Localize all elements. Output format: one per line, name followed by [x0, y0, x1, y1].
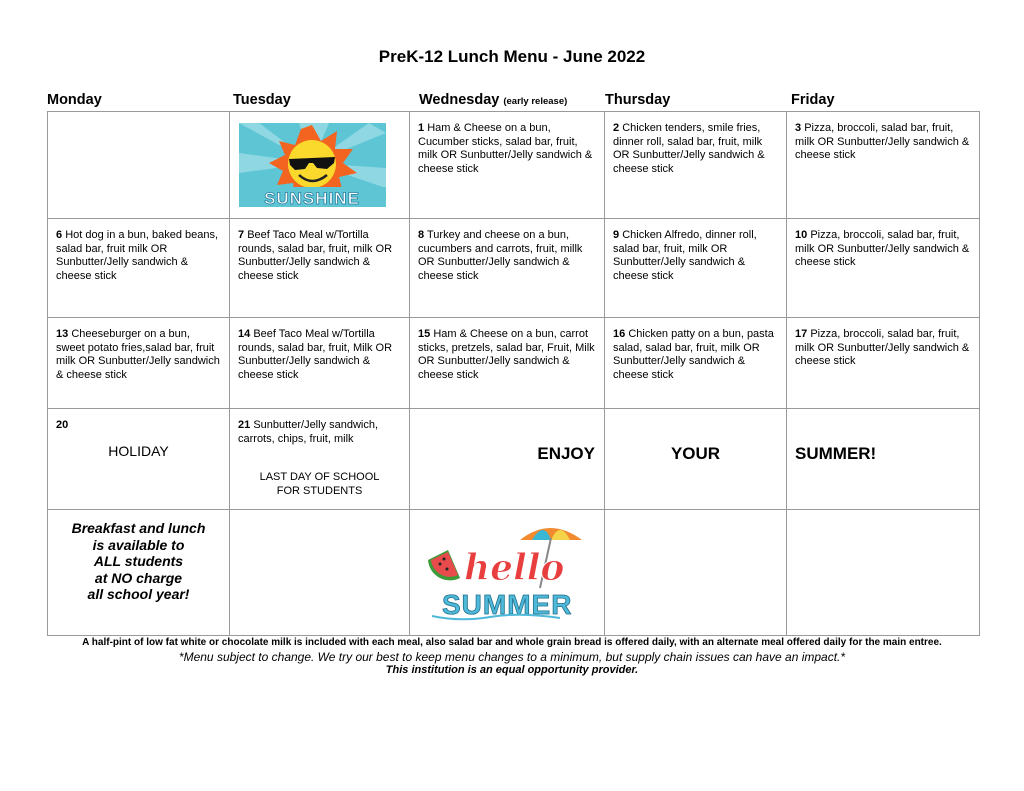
menu-entry: [605, 219, 786, 283]
day-number: 10: [795, 229, 808, 241]
day-number: 3: [795, 122, 802, 134]
menu-text: Ham & Cheese on a bun, carrot sticks, pretzels, salad bar, Fruit, Milk OR Sunbutter/Jelly sandwich & cheese stick: [418, 328, 595, 381]
week-row: [48, 318, 980, 409]
last-day-line: FOR STUDENTS: [276, 484, 363, 497]
menu-entry: [605, 318, 786, 382]
day-number: 14: [238, 328, 251, 340]
menu-entry: [48, 318, 229, 382]
milk-note: A half-pint of low fat white or chocolate milk is included with each meal, also salad bar and whole grain bread is offered daily, with an alternate meal offered daily for the main entree.: [82, 637, 942, 648]
menu-text: Sunbutter/Jelly sandwich, carrots, chips, fruit, milk: [238, 419, 379, 445]
summer-cell: [787, 409, 980, 510]
day-number: 15: [418, 328, 431, 340]
day-cell: [787, 112, 980, 219]
day-number: 1: [418, 122, 425, 134]
day-cell: [48, 219, 230, 318]
day-cell-empty: [230, 510, 410, 636]
breakfast-line: is available to: [92, 536, 185, 553]
day-cell: [410, 318, 605, 409]
day-cell: [230, 219, 410, 318]
breakfast-line: ALL students: [93, 553, 184, 569]
menu-entry: [410, 318, 604, 382]
day-cell: [230, 409, 410, 510]
breakfast-line: at NO charge: [94, 569, 183, 586]
enjoy-cell: [410, 409, 605, 510]
day-cell: [410, 112, 605, 219]
day-header-monday: Monday: [47, 92, 102, 108]
equal-opportunity-note: This institution is an equal opportunity provider.: [385, 664, 639, 676]
menu-text: Turkey and cheese on a bun, cucumbers and carrots, fruit, millk OR Sunbutter/Jelly sandwich & cheese stick: [418, 229, 583, 282]
day-number: 6: [56, 229, 63, 241]
your-cell: [605, 409, 787, 510]
breakfast-line: all school year!: [87, 586, 190, 602]
menu-entry: [230, 318, 409, 382]
day-header-friday: Friday: [791, 92, 835, 108]
sunshine-cell: [230, 112, 410, 219]
menu-entry: [787, 219, 979, 270]
sunshine-image: [239, 123, 386, 207]
day-number: 20: [56, 419, 69, 431]
menu-text: Beef Taco Meal w/Tortilla rounds, salad bar, fruit, milk OR Sunbutter/Jelly sandwich & cheese stick: [238, 229, 393, 282]
menu-text: Chicken patty on a bun, pasta salad, salad bar, fruit, milk OR Sunbutter/Jelly sandwich & cheese stick: [613, 328, 774, 381]
day-cell: [787, 318, 980, 409]
day-cell-empty: [48, 112, 230, 219]
day-number: 16: [613, 328, 626, 340]
day-header-tuesday: Tuesday: [233, 92, 291, 108]
hello-summer-image: [420, 518, 600, 626]
day-number: 9: [613, 229, 620, 241]
breakfast-note: [48, 520, 229, 603]
menu-entry: [48, 219, 229, 283]
menu-entry: [787, 318, 979, 369]
menu-entry: [230, 219, 409, 283]
day-cell: [605, 112, 787, 219]
day-cell: [230, 318, 410, 409]
menu-entry: [410, 219, 604, 283]
enjoy-text: ENJOY: [537, 444, 595, 463]
sunshine-sun-icon: [239, 123, 386, 207]
last-day-note: [230, 471, 409, 498]
week-row: [48, 112, 980, 219]
week-row: [48, 219, 980, 318]
day-cell-empty: [605, 510, 787, 636]
menu-text: Chicken Alfredo, dinner roll, salad bar, fruit, milk OR Sunbutter/Jelly sandwich & cheese stick: [613, 229, 757, 282]
menu-calendar: [47, 111, 980, 636]
day-number: 7: [238, 229, 245, 241]
watermelon-icon: [428, 550, 460, 580]
menu-text: Ham & Cheese on a bun, Cucumber sticks, salad bar, fruit, milk OR Sunbutter/Jelly sandwich & cheese stick: [418, 122, 593, 175]
day-cell: [605, 318, 787, 409]
menu-text: Pizza, broccoli, salad bar, fruit, milk OR Sunbutter/Jelly sandwich & cheese stick: [795, 229, 970, 268]
menu-text: Beef Taco Meal w/Tortilla rounds, salad bar, fruit, Milk OR Sunbutter/Jelly sandwich & cheese stick: [238, 328, 393, 381]
breakfast-cell: [48, 510, 230, 636]
hello-summer-cell: [410, 510, 605, 636]
menu-entry: [787, 112, 979, 163]
hello-text: hello: [464, 547, 565, 589]
day-cell-empty: [787, 510, 980, 636]
day-cell: [787, 219, 980, 318]
holiday-cell: [48, 409, 230, 510]
day-header-wednesday-label: Wednesday: [419, 92, 500, 108]
week-row: [48, 409, 980, 510]
menu-text: Hot dog in a bun, baked beans, salad bar, fruit milk OR Sunbutter/Jelly sandwich & cheese stick: [56, 229, 219, 282]
day-number: 2: [613, 122, 620, 134]
menu-entry: [48, 409, 229, 433]
sunshine-text: SUNSHINE: [264, 189, 360, 207]
your-text: YOUR: [670, 444, 721, 463]
day-cell: [410, 219, 605, 318]
menu-entry: [230, 409, 409, 446]
menu-text: Pizza, broccoli, salad bar, fruit, milk OR Sunbutter/Jelly sandwich & cheese stick: [795, 328, 970, 367]
day-header-wednesday: [419, 92, 567, 108]
holiday-label: HOLIDAY: [108, 443, 169, 459]
menu-entry: [605, 112, 786, 176]
week-row: [48, 510, 980, 636]
day-number: 17: [795, 328, 808, 340]
early-release-note: (early release): [503, 96, 568, 107]
day-cell: [605, 219, 787, 318]
day-number: 21: [238, 419, 251, 431]
menu-change-note: *Menu subject to change. We try our best to keep menu changes to a minimum, but supply chain issues can have an impact.*: [178, 650, 846, 664]
summer-word-text: SUMMER: [442, 589, 573, 620]
day-number: 8: [418, 229, 425, 241]
hello-summer-graphic: [420, 518, 600, 626]
menu-text: Chicken tenders, smile fries, dinner roll, salad bar, fruit, milk OR Sunbutter/Jelly sandwich & cheese stick: [613, 122, 765, 175]
day-cell: [48, 318, 230, 409]
page-title: PreK-12 Lunch Menu - June 2022: [378, 47, 646, 66]
summer-text: SUMMER!: [795, 444, 877, 463]
menu-entry: [410, 112, 604, 176]
menu-text: Cheeseburger on a bun, sweet potato fries,salad bar, fruit milk OR Sunbutter/Jelly sandwich & cheese stick: [56, 328, 220, 381]
menu-text: Pizza, broccoli, salad bar, fruit, milk OR Sunbutter/Jelly sandwich & cheese stick: [795, 122, 970, 161]
last-day-line: LAST DAY OF SCHOOL: [259, 471, 380, 483]
day-number: 13: [56, 328, 69, 340]
day-header-thursday: Thursday: [605, 92, 671, 108]
breakfast-line: Breakfast and lunch: [71, 520, 206, 536]
